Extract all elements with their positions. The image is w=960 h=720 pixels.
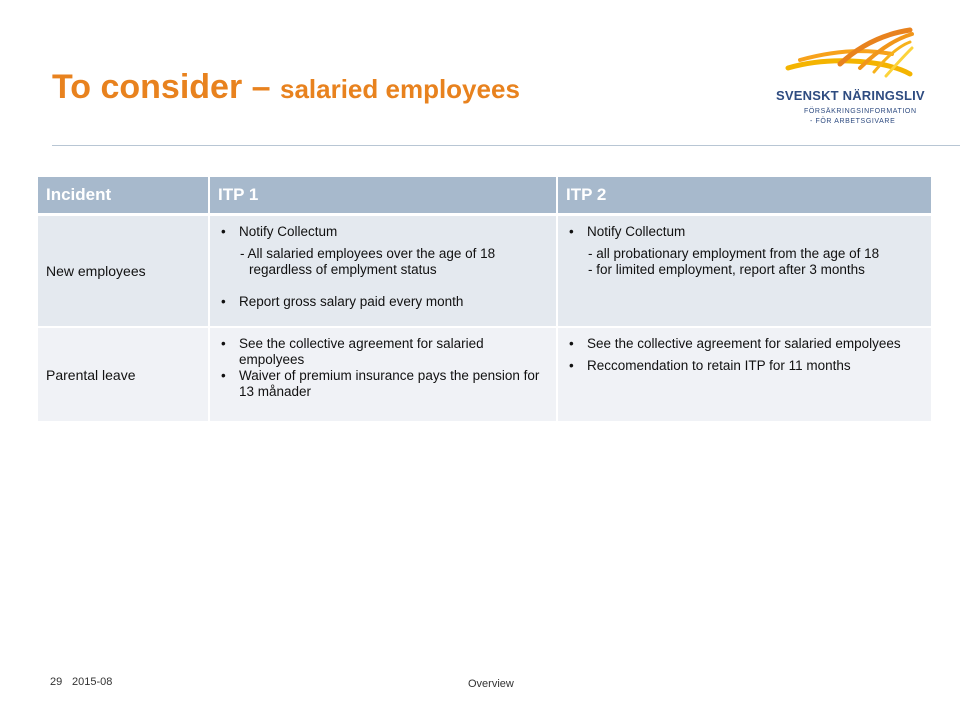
header-itp2: ITP 2 xyxy=(558,177,931,216)
itp2-list xyxy=(569,224,922,240)
list-item: • Notify Collectum xyxy=(221,224,547,240)
incident-cell: New employees xyxy=(38,216,210,328)
itp1-cell xyxy=(210,328,558,423)
logo-tagline-sub: - FÖR ARBETSGIVARE xyxy=(810,118,896,125)
logo-name: SVENSKT NÄRINGSLIV xyxy=(776,88,925,103)
title-divider xyxy=(52,145,960,146)
footer-section: Overview xyxy=(468,678,514,690)
logo-swoosh-icon xyxy=(770,24,950,90)
list-item: • Report gross salary paid every month xyxy=(221,294,547,310)
list-item: • See the collective agreement for salaried empolyees xyxy=(221,336,547,368)
itp2-cell xyxy=(558,328,931,423)
itp1-cell xyxy=(210,216,558,328)
table-row xyxy=(38,328,931,423)
slide-title-main: To consider – xyxy=(52,68,280,106)
sub-item: - All salaried employees over the age of 18 regardless of emplyment status xyxy=(240,246,496,277)
list-item: • Waiver of premium insurance pays the pension for 13 månader xyxy=(221,368,547,400)
list-item: • Reccomendation to retain ITP for 11 months xyxy=(569,358,922,374)
table-header-row xyxy=(38,177,931,216)
slide-title-sub: salaried employees xyxy=(279,74,520,104)
itp2-cell xyxy=(558,216,931,328)
incident-cell: Parental leave xyxy=(38,328,210,423)
table-row xyxy=(38,216,931,328)
header-incident: Incident xyxy=(38,177,210,216)
page-number: 29 xyxy=(50,676,63,688)
list-item: • See the collective agreement for salaried empolyees xyxy=(569,336,922,352)
slide-title xyxy=(52,68,520,107)
footer-date: 2015-08 xyxy=(72,676,113,688)
svenskt-naringsliv-logo xyxy=(770,24,950,134)
logo-tagline: FÖRSÄKRINGSINFORMATION xyxy=(804,108,917,115)
list-item: • Notify Collectum xyxy=(569,224,922,240)
itp1-list xyxy=(221,336,547,400)
sub-item: - all probationary employment from the age of 18 xyxy=(588,246,880,261)
itp1-list xyxy=(221,224,547,240)
incident-table xyxy=(38,177,931,423)
header-itp1: ITP 1 xyxy=(210,177,558,216)
sub-item: - for limited employment, report after 3 months xyxy=(588,262,865,277)
itp2-list xyxy=(569,336,922,374)
